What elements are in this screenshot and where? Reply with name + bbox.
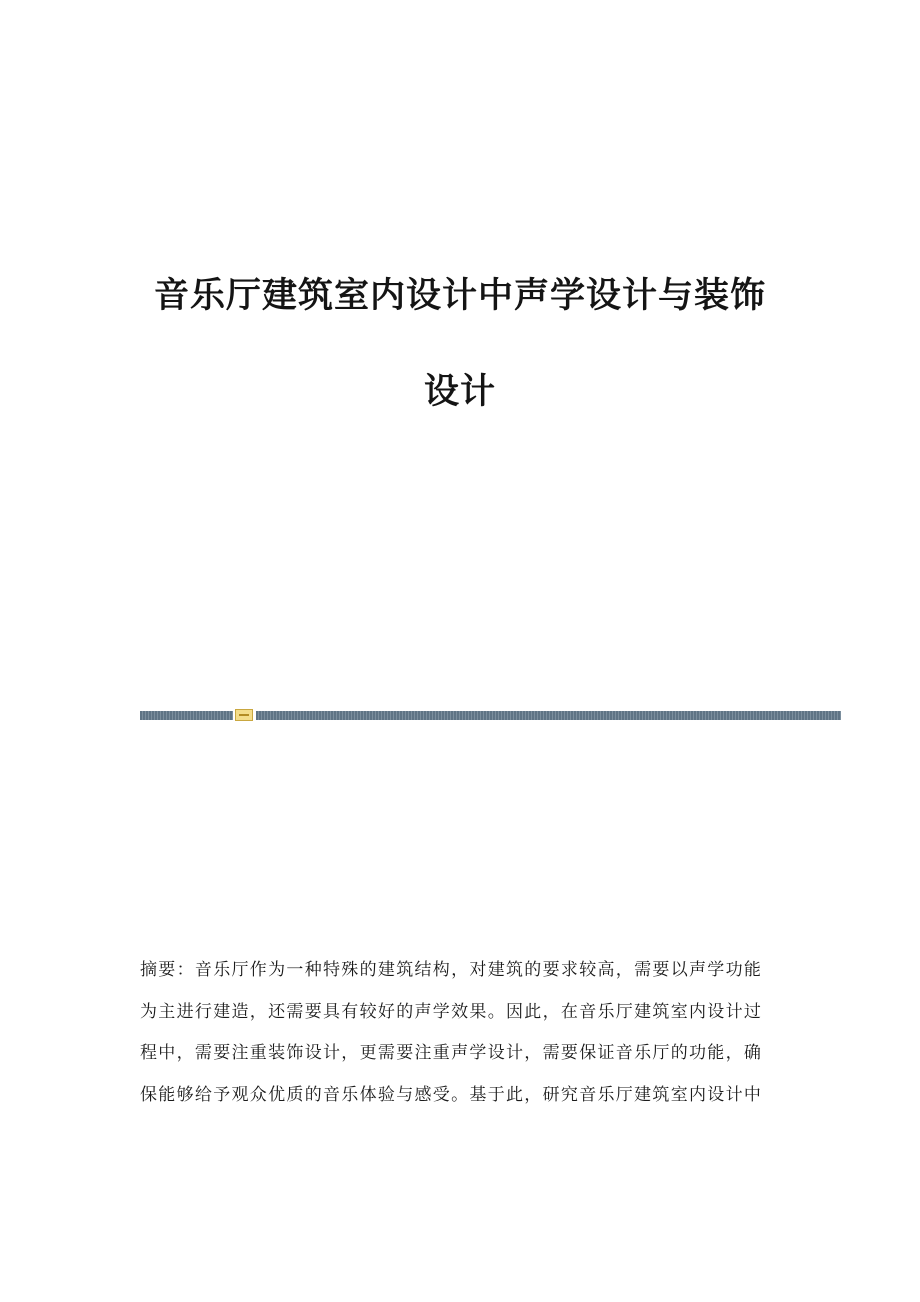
abstract-line: 程中，需要注重装饰设计，更需要注重声学设计，需要保证音乐厅的功能，确 xyxy=(140,1043,763,1063)
abstract-paragraph xyxy=(140,950,776,1116)
abstract-line: 摘要：音乐厅作为一种特殊的建筑结构，对建筑的要求较高，需要以声学功能 xyxy=(140,960,763,980)
abstract-line: 保能够给予观众优质的音乐体验与感受。基于此，研究音乐厅建筑室内设计中 xyxy=(140,1084,763,1105)
divider-bar-left xyxy=(140,711,233,720)
divider-ornament-icon xyxy=(235,709,253,721)
document-title-line-2: 设计 xyxy=(423,372,496,412)
divider-bar-right xyxy=(256,711,841,720)
abstract-line: 为主进行建造，还需要具有较好的声学效果。因此，在音乐厅建筑室内设计过 xyxy=(140,1001,763,1022)
document-title-line-1: 音乐厅建筑室内设计中声学设计与装饰 xyxy=(153,276,766,316)
